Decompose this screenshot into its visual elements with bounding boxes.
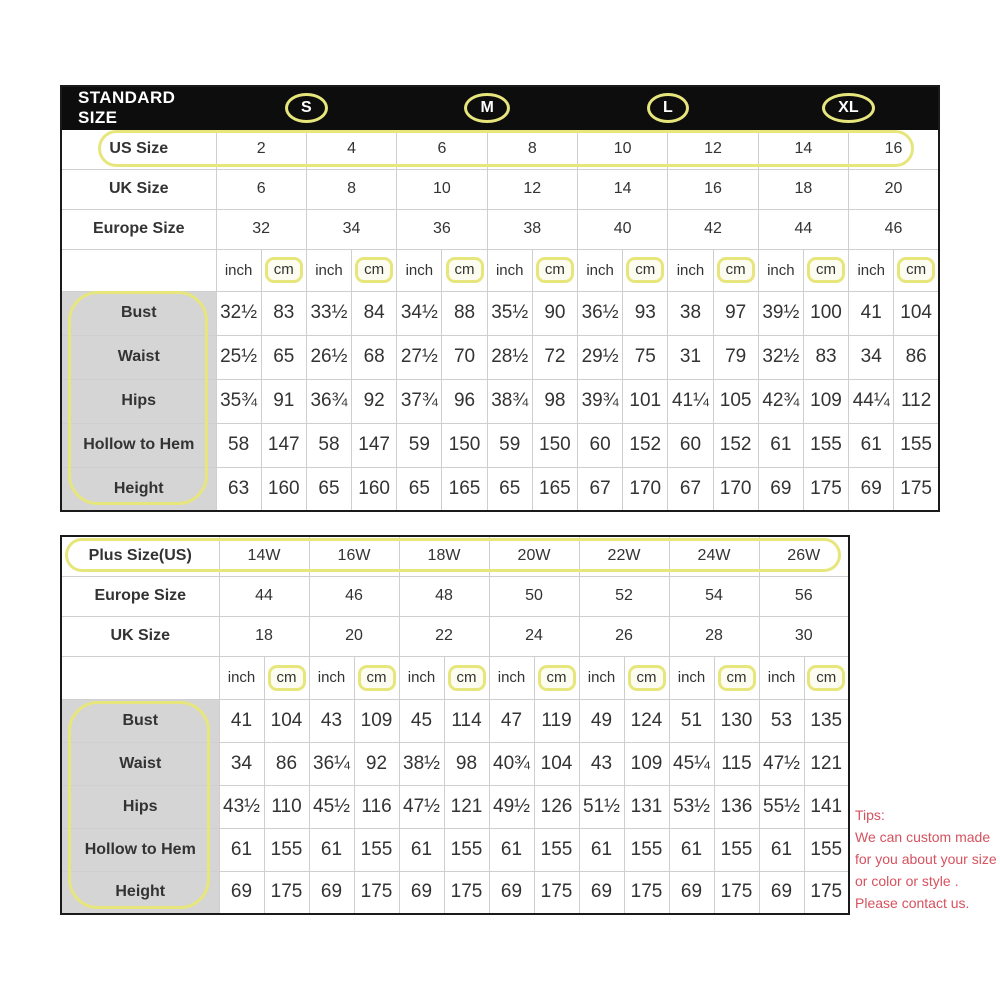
unit-cm-cell [261,249,306,291]
measurement-value-cell: 175 [624,871,669,914]
plus-size-table [60,535,850,915]
table-body [61,86,939,511]
table-title: STANDARD SIZE [61,86,216,129]
measurement-value-cell: 28½ [487,335,532,379]
measurement-value-cell: 38 [668,291,713,335]
standard-size-header-row [61,86,939,129]
size-group-oval-xl: XL [822,93,874,123]
measurement-value-cell: 124 [624,699,669,742]
row-label: Europe Size [61,209,216,249]
unit-cm-cell [532,249,577,291]
size-value-cell: 18 [219,616,309,656]
measurement-value-cell: 65 [261,335,306,379]
measurement-value-cell: 45½ [309,785,354,828]
measurement-value-cell: 175 [264,871,309,914]
unit-inch-cell: inch [489,656,534,699]
measurement-value-cell: 109 [624,742,669,785]
cm-badge: cm [448,665,486,691]
measurement-value-cell: 69 [758,467,803,511]
measurement-label: Waist [61,742,219,785]
size-value-cell: 12 [668,129,758,169]
measurement-label: Hollow to Hem [61,828,219,871]
size-group-oval-s: S [285,93,328,123]
size-value-cell: 36 [397,209,487,249]
measurement-value-cell: 34½ [397,291,442,335]
unit-inch-cell: inch [397,249,442,291]
cm-badge: cm [717,257,755,283]
measurement-value-cell: 109 [803,379,848,423]
measurement-value-cell: 152 [623,423,668,467]
cm-badge: cm [355,257,393,283]
plus-size-table-section [60,535,850,915]
unit-cm-cell [624,656,669,699]
measurement-value-cell: 61 [669,828,714,871]
measurement-value-cell: 69 [489,871,534,914]
measurement-value-cell: 92 [354,742,399,785]
empty-corner-cell [61,249,216,291]
measurement-value-cell: 61 [758,423,803,467]
measurement-value-cell: 67 [578,467,623,511]
size-value-cell: 14 [758,129,848,169]
size-value-cell: 56 [759,576,849,616]
cm-badge: cm [628,665,666,691]
measurement-value-cell: 115 [714,742,759,785]
size-row [61,536,849,576]
size-value-cell: 12 [487,169,577,209]
measurement-value-cell: 155 [354,828,399,871]
measurement-value-cell: 155 [804,828,849,871]
measurement-value-cell: 147 [352,423,397,467]
cm-badge: cm [358,665,396,691]
size-value-cell: 4 [306,129,396,169]
size-group-cell [216,86,397,129]
measurement-row [61,742,849,785]
unit-cm-cell [354,656,399,699]
size-value-cell: 10 [578,129,668,169]
measurement-value-cell: 68 [352,335,397,379]
measurement-value-cell: 119 [534,699,579,742]
measurement-value-cell: 104 [894,291,939,335]
size-value-cell: 16 [668,169,758,209]
measurement-value-cell: 160 [352,467,397,511]
measurement-value-cell: 43 [309,699,354,742]
measurement-value-cell: 49 [579,699,624,742]
cm-badge: cm [446,257,484,283]
measurement-label: Hips [61,379,216,423]
unit-inch-cell: inch [399,656,444,699]
size-value-cell: 18W [399,536,489,576]
measurement-value-cell: 116 [354,785,399,828]
measurement-value-cell: 38¾ [487,379,532,423]
table-body [61,536,849,914]
measurement-value-cell: 34 [849,335,894,379]
size-row [61,576,849,616]
measurement-value-cell: 155 [444,828,489,871]
cm-badge: cm [538,665,576,691]
measurement-row [61,335,939,379]
size-value-cell: 16 [849,129,939,169]
size-group-oval-l: L [647,93,689,123]
measurement-value-cell: 84 [352,291,397,335]
cm-badge: cm [718,665,756,691]
measurement-value-cell: 35½ [487,291,532,335]
measurement-value-cell: 36¾ [306,379,351,423]
measurement-value-cell: 44¼ [849,379,894,423]
measurement-value-cell: 26½ [306,335,351,379]
measurement-value-cell: 53½ [669,785,714,828]
size-row [61,209,939,249]
measurement-value-cell: 59 [487,423,532,467]
measurement-value-cell: 70 [442,335,487,379]
measurement-value-cell: 152 [713,423,758,467]
unit-cm-cell [534,656,579,699]
measurement-value-cell: 69 [309,871,354,914]
size-value-cell: 2 [216,129,306,169]
empty-corner-cell [61,656,219,699]
unit-cm-cell [444,656,489,699]
row-label: UK Size [61,616,219,656]
measurement-value-cell: 33½ [306,291,351,335]
tips-line: or color or style . [855,873,959,889]
measurement-value-cell: 135 [804,699,849,742]
measurement-value-cell: 121 [804,742,849,785]
measurement-value-cell: 41¼ [668,379,713,423]
measurement-row [61,467,939,511]
measurement-value-cell: 36½ [578,291,623,335]
measurement-label: Hollow to Hem [61,423,216,467]
measurement-value-cell: 51½ [579,785,624,828]
size-value-cell: 52 [579,576,669,616]
unit-header-row [61,249,939,291]
measurement-row [61,699,849,742]
measurement-value-cell: 43 [579,742,624,785]
measurement-value-cell: 86 [894,335,939,379]
tips-heading: Tips: [855,807,885,823]
measurement-value-cell: 47½ [759,742,804,785]
size-group-oval-m: M [464,93,509,123]
measurement-value-cell: 175 [894,467,939,511]
size-value-cell: 20 [849,169,939,209]
size-group-cell [758,86,939,129]
measurement-value-cell: 55½ [759,785,804,828]
measurement-value-cell: 92 [352,379,397,423]
measurement-value-cell: 69 [759,871,804,914]
unit-cm-cell [623,249,668,291]
measurement-value-cell: 155 [803,423,848,467]
measurement-value-cell: 175 [804,871,849,914]
measurement-value-cell: 69 [219,871,264,914]
measurement-value-cell: 83 [261,291,306,335]
measurement-value-cell: 72 [532,335,577,379]
measurement-value-cell: 61 [219,828,264,871]
tips-lines [855,826,997,914]
measurement-value-cell: 43½ [219,785,264,828]
measurement-value-cell: 91 [261,379,306,423]
unit-header-row [61,656,849,699]
measurement-value-cell: 175 [803,467,848,511]
size-value-cell: 46 [309,576,399,616]
measurement-value-cell: 90 [532,291,577,335]
size-value-cell: 20W [489,536,579,576]
unit-inch-cell: inch [219,656,264,699]
measurement-value-cell: 155 [534,828,579,871]
measurement-value-cell: 109 [354,699,399,742]
size-value-cell: 28 [669,616,759,656]
measurement-value-cell: 105 [713,379,758,423]
measurement-label: Height [61,467,216,511]
measurement-value-cell: 114 [444,699,489,742]
measurement-row [61,379,939,423]
measurement-value-cell: 112 [894,379,939,423]
measurement-value-cell: 130 [714,699,759,742]
unit-cm-cell [804,656,849,699]
size-value-cell: 24W [669,536,759,576]
measurement-value-cell: 65 [487,467,532,511]
size-value-cell: 32 [216,209,306,249]
measurement-value-cell: 101 [623,379,668,423]
size-value-cell: 6 [397,129,487,169]
measurement-value-cell: 34 [219,742,264,785]
measurement-value-cell: 155 [894,423,939,467]
unit-cm-cell [714,656,759,699]
size-value-cell: 18 [758,169,848,209]
size-value-cell: 22W [579,536,669,576]
measurement-value-cell: 126 [534,785,579,828]
measurement-value-cell: 69 [669,871,714,914]
size-row [61,129,939,169]
unit-cm-cell [352,249,397,291]
measurement-value-cell: 61 [309,828,354,871]
measurement-row [61,785,849,828]
tips-note [855,804,997,914]
size-row [61,616,849,656]
unit-inch-cell: inch [309,656,354,699]
unit-inch-cell: inch [758,249,803,291]
measurement-value-cell: 67 [668,467,713,511]
measurement-value-cell: 97 [713,291,758,335]
measurement-value-cell: 69 [579,871,624,914]
measurement-value-cell: 155 [624,828,669,871]
tips-line: Please contact us. [855,895,970,911]
size-value-cell: 44 [758,209,848,249]
measurement-value-cell: 41 [849,291,894,335]
unit-cm-cell [713,249,758,291]
measurement-value-cell: 45 [399,699,444,742]
row-label: Europe Size [61,576,219,616]
row-label: Plus Size(US) [61,536,219,576]
measurement-row [61,871,849,914]
measurement-value-cell: 165 [532,467,577,511]
measurement-value-cell: 175 [354,871,399,914]
measurement-value-cell: 37¾ [397,379,442,423]
measurement-value-cell: 32½ [216,291,261,335]
measurement-value-cell: 58 [216,423,261,467]
measurement-value-cell: 141 [804,785,849,828]
measurement-label: Bust [61,699,219,742]
cm-badge: cm [536,257,574,283]
measurement-value-cell: 58 [306,423,351,467]
size-value-cell: 10 [397,169,487,209]
measurement-value-cell: 155 [714,828,759,871]
size-value-cell: 14 [578,169,668,209]
size-value-cell: 26W [759,536,849,576]
size-value-cell: 26 [579,616,669,656]
measurement-value-cell: 38½ [399,742,444,785]
measurement-value-cell: 36¼ [309,742,354,785]
unit-inch-cell: inch [578,249,623,291]
size-row [61,169,939,209]
measurement-value-cell: 83 [803,335,848,379]
measurement-value-cell: 110 [264,785,309,828]
unit-cm-cell [442,249,487,291]
measurement-value-cell: 98 [444,742,489,785]
measurement-row [61,828,849,871]
measurement-value-cell: 96 [442,379,487,423]
cm-badge: cm [265,257,303,283]
unit-inch-cell: inch [487,249,532,291]
size-value-cell: 14W [219,536,309,576]
size-value-cell: 20 [309,616,399,656]
size-value-cell: 24 [489,616,579,656]
measurement-value-cell: 31 [668,335,713,379]
measurement-value-cell: 69 [849,467,894,511]
measurement-value-cell: 65 [397,467,442,511]
measurement-value-cell: 155 [264,828,309,871]
measurement-value-cell: 25½ [216,335,261,379]
unit-inch-cell: inch [759,656,804,699]
tips-line: We can custom made [855,829,991,845]
measurement-value-cell: 32½ [758,335,803,379]
size-value-cell: 38 [487,209,577,249]
size-value-cell: 46 [849,209,939,249]
measurement-value-cell: 104 [264,699,309,742]
measurement-label: Bust [61,291,216,335]
measurement-value-cell: 35¾ [216,379,261,423]
measurement-value-cell: 88 [442,291,487,335]
size-value-cell: 16W [309,536,399,576]
size-value-cell: 8 [487,129,577,169]
unit-inch-cell: inch [216,249,261,291]
measurement-value-cell: 47½ [399,785,444,828]
measurement-value-cell: 61 [399,828,444,871]
measurement-value-cell: 53 [759,699,804,742]
measurement-value-cell: 79 [713,335,758,379]
size-value-cell: 44 [219,576,309,616]
measurement-value-cell: 104 [534,742,579,785]
size-value-cell: 6 [216,169,306,209]
measurement-value-cell: 136 [714,785,759,828]
size-value-cell: 30 [759,616,849,656]
row-label: UK Size [61,169,216,209]
measurement-value-cell: 150 [532,423,577,467]
measurement-label: Waist [61,335,216,379]
size-group-cell [578,86,759,129]
measurement-value-cell: 86 [264,742,309,785]
measurement-value-cell: 175 [714,871,759,914]
measurement-value-cell: 59 [397,423,442,467]
measurement-value-cell: 61 [579,828,624,871]
measurement-value-cell: 121 [444,785,489,828]
size-value-cell: 42 [668,209,758,249]
standard-size-table [60,85,940,512]
measurement-value-cell: 170 [713,467,758,511]
measurement-value-cell: 93 [623,291,668,335]
measurement-value-cell: 63 [216,467,261,511]
cm-badge: cm [626,257,664,283]
measurement-value-cell: 60 [668,423,713,467]
measurement-value-cell: 39¾ [578,379,623,423]
measurement-value-cell: 29½ [578,335,623,379]
measurement-value-cell: 150 [442,423,487,467]
measurement-row [61,291,939,335]
measurement-value-cell: 170 [623,467,668,511]
measurement-value-cell: 45¼ [669,742,714,785]
standard-size-table-section [60,85,940,512]
unit-inch-cell: inch [669,656,714,699]
measurement-value-cell: 160 [261,467,306,511]
unit-cm-cell [803,249,848,291]
size-value-cell: 22 [399,616,489,656]
cm-badge: cm [268,665,306,691]
measurement-value-cell: 40¾ [489,742,534,785]
measurement-value-cell: 42¾ [758,379,803,423]
unit-cm-cell [894,249,939,291]
size-value-cell: 34 [306,209,396,249]
measurement-value-cell: 61 [849,423,894,467]
size-value-cell: 48 [399,576,489,616]
measurement-value-cell: 39½ [758,291,803,335]
measurement-value-cell: 100 [803,291,848,335]
tips-line: for you about your size [855,851,997,867]
measurement-label: Height [61,871,219,914]
measurement-value-cell: 175 [444,871,489,914]
size-value-cell: 40 [578,209,668,249]
measurement-value-cell: 98 [532,379,577,423]
cm-badge: cm [807,665,845,691]
unit-inch-cell: inch [849,249,894,291]
measurement-value-cell: 49½ [489,785,534,828]
unit-inch-cell: inch [306,249,351,291]
measurement-value-cell: 47 [489,699,534,742]
measurement-value-cell: 69 [399,871,444,914]
unit-inch-cell: inch [579,656,624,699]
cm-badge: cm [807,257,845,283]
size-group-cell [397,86,578,129]
size-value-cell: 54 [669,576,759,616]
unit-inch-cell: inch [668,249,713,291]
size-value-cell: 50 [489,576,579,616]
measurement-value-cell: 61 [489,828,534,871]
measurement-value-cell: 165 [442,467,487,511]
measurement-value-cell: 75 [623,335,668,379]
size-value-cell: 8 [306,169,396,209]
measurement-value-cell: 131 [624,785,669,828]
measurement-value-cell: 61 [759,828,804,871]
measurement-value-cell: 41 [219,699,264,742]
unit-cm-cell [264,656,309,699]
measurement-label: Hips [61,785,219,828]
measurement-value-cell: 175 [534,871,579,914]
measurement-value-cell: 60 [578,423,623,467]
cm-badge: cm [897,257,935,283]
measurement-value-cell: 51 [669,699,714,742]
measurement-value-cell: 147 [261,423,306,467]
measurement-value-cell: 27½ [397,335,442,379]
measurement-row [61,423,939,467]
row-label: US Size [61,129,216,169]
measurement-value-cell: 65 [306,467,351,511]
